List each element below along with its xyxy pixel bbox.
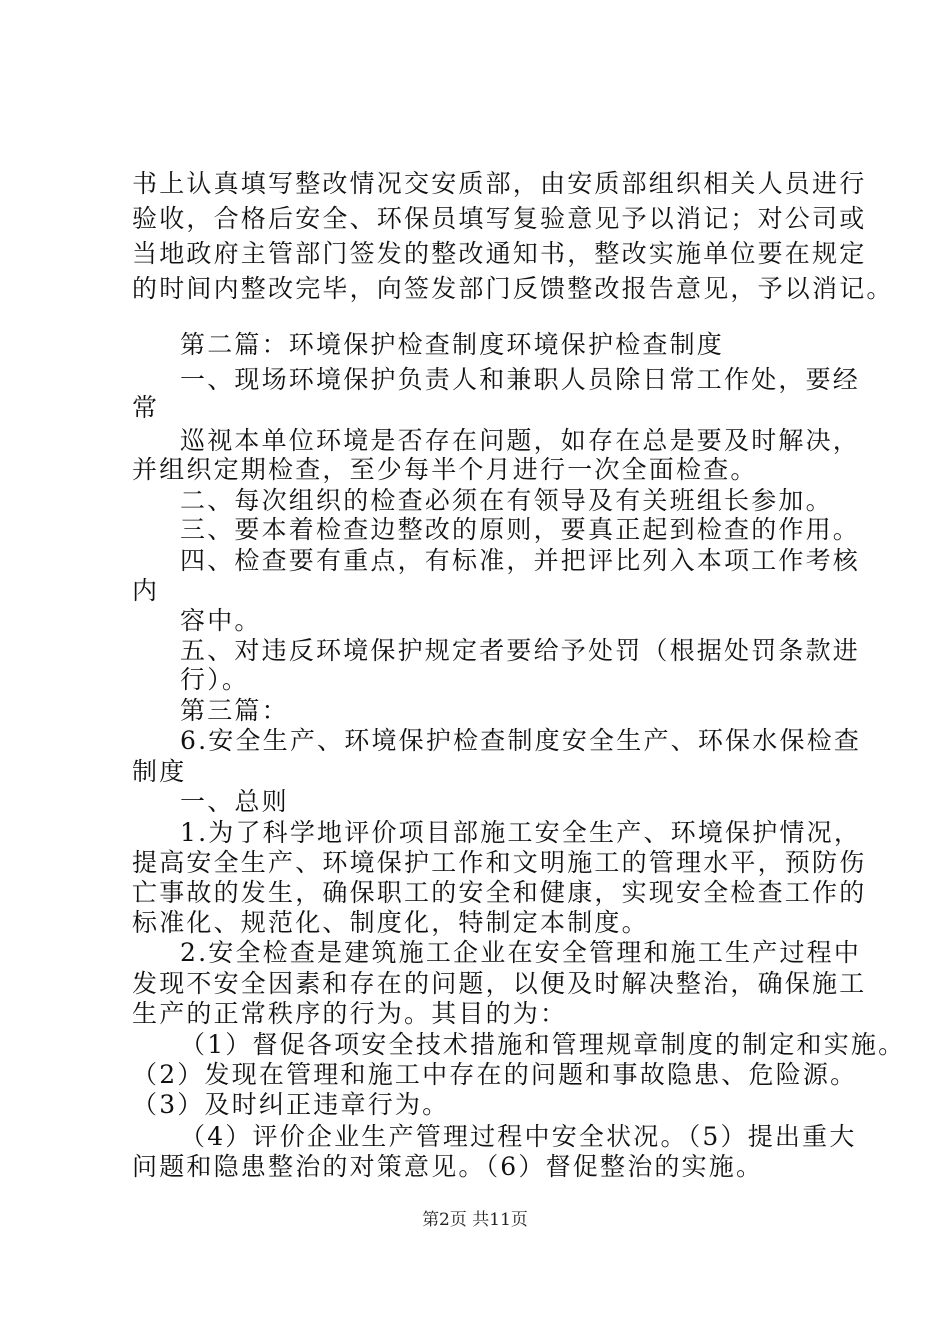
text-line: 常 — [132, 393, 160, 422]
text-line: 当地政府主管部门签发的整改通知书，整改实施单位要在规定 — [132, 239, 867, 268]
text-line: 发现不安全因素和存在的问题，以便及时解决整治，确保施工 — [132, 969, 867, 998]
text-line: 内 — [132, 576, 160, 605]
list-item: （4）评价企业生产管理过程中安全状况。（5）提出重大 — [180, 1122, 857, 1151]
text-line: 一、总则 — [180, 787, 289, 816]
text-line: 二、每次组织的检查必须在有领导及有关班组长参加。 — [180, 486, 833, 515]
text-line: 验收，合格后安全、环保员填写复验意见予以消记；对公司或 — [132, 204, 867, 233]
section-heading: 第三篇： — [180, 696, 289, 725]
list-item: 问题和隐患整治的对策意见。（6）督促整治的实施。 — [132, 1152, 764, 1181]
text-line: 的时间内整改完毕，向签发部门反馈整改报告意见，予以消记。 — [132, 274, 894, 303]
list-item: （3）及时纠正违章行为。 — [132, 1090, 450, 1119]
text-line: 亡事故的发生，确保职工的安全和健康，实现安全检查工作的 — [132, 878, 867, 907]
section-heading: 第二篇：环境保护检查制度环境保护检查制度 — [180, 330, 725, 359]
text-line: 四、检查要有重点，有标准，并把评比列入本项工作考核 — [180, 546, 861, 575]
text-line: 书上认真填写整改情况交安质部，由安质部组织相关人员进行 — [132, 169, 867, 198]
text-line: 6.安全生产、环境保护检查制度安全生产、环保水保检查 — [180, 726, 862, 755]
text-line: 提高安全生产、环境保护工作和文明施工的管理水平，预防伤 — [132, 848, 867, 877]
text-line: 1.为了科学地评价项目部施工安全生产、环境保护情况， — [180, 818, 862, 847]
text-line: 标准化、规范化、制度化，特制定本制度。 — [132, 908, 649, 937]
text-line: 三、要本着检查边整改的原则，要真正起到检查的作用。 — [180, 515, 861, 544]
list-item: （1）督促各项安全技术措施和管理规章制度的制定和实施。 — [180, 1030, 906, 1059]
list-item: （2）发现在管理和施工中存在的问题和事故隐患、危险源。 — [132, 1060, 858, 1089]
page-number-footer: 第2页 共11页 — [422, 1210, 528, 1230]
text-line: 2.安全检查是建筑施工企业在安全管理和施工生产过程中 — [180, 938, 862, 967]
text-line: 行）。 — [180, 665, 250, 694]
text-line: 巡视本单位环境是否存在问题，如存在总是要及时解决， — [180, 426, 861, 455]
text-line: 容中。 — [180, 606, 262, 635]
text-line: 并组织定期检查，至少每半个月进行一次全面检查。 — [132, 455, 758, 484]
text-line: 生产的正常秩序的行为。其目的为： — [132, 999, 568, 1028]
text-line: 制度 — [132, 757, 187, 786]
text-line: 五、对违反环境保护规定者要给予处罚（根据处罚条款进 — [180, 636, 861, 665]
text-line: 一、现场环境保护负责人和兼职人员除日常工作处，要经 — [180, 365, 861, 394]
